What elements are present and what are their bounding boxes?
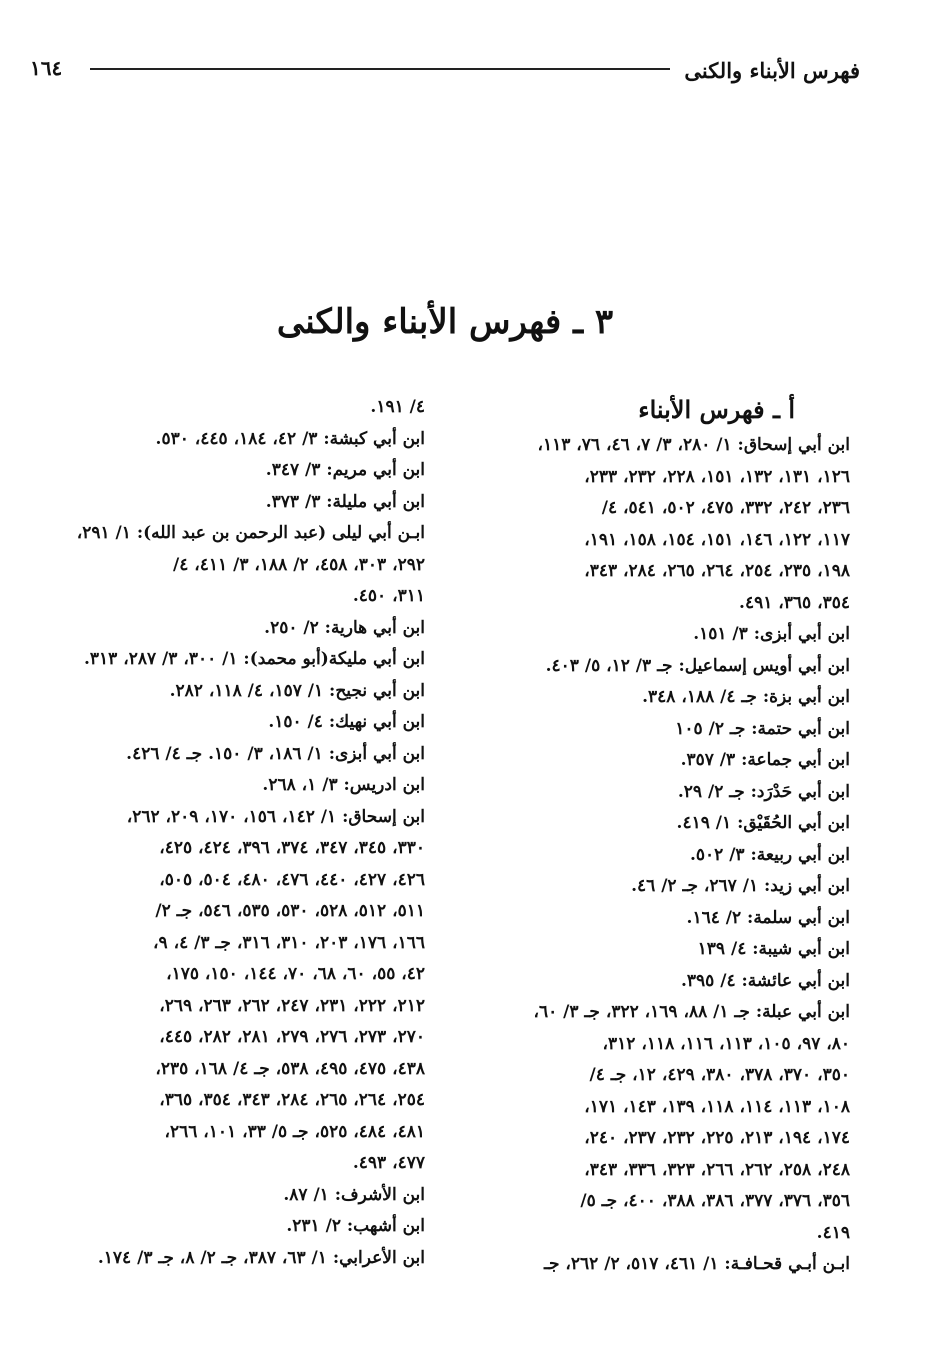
index-entry-line: ابن أبي ربيعة: ٣/ ٥٠٢. — [689, 844, 850, 865]
index-entry — [30, 613, 425, 645]
index-entry-line: ٤٢، ٥٥، ٦٠، ٦٨، ٧٠، ١٤٤، ١٥٠، ١٧٥، — [166, 964, 425, 984]
index-entry-line: ٤/ ١٩١. — [370, 397, 425, 417]
index-entry-line: ابن أبي سلمة: ٢/ ١٦٤. — [686, 907, 850, 928]
index-entry — [460, 840, 850, 872]
index-entry — [30, 739, 425, 771]
index-entry-line: ٣٣٠، ٣٤٥، ٣٤٧، ٣٧٤، ٣٩٦، ٤٢٤، ٤٢٥، — [159, 838, 425, 858]
index-entry-line: ٢٥٤، ٢٦٤، ٢٦٥، ٢٨٤، ٣٤٣، ٣٥٤، ٣٦٥، — [159, 1090, 425, 1110]
index-entry-line: ١٠٨، ١١٣، ١١٤، ١١٨، ١٣٩، ١٤٣، ١٧١، — [584, 1096, 850, 1117]
index-entry — [460, 651, 850, 683]
index-entry-line: ٥١١، ٥١٢، ٥٢٨، ٥٣٠، ٥٣٥، ٥٤٦، جـ ٢/ — [155, 901, 425, 921]
index-entry-line: ٤١٩. — [816, 1222, 850, 1243]
index-entry-line: ٢٩٢، ٣٠٣، ٤٥٨، ٢/ ١٨٨، ٣/ ٤١١، ٤/ — [173, 554, 425, 575]
index-entry — [460, 966, 850, 998]
index-entry-line: ١٢٦، ١٣١، ١٣٢، ١٥١، ٢٢٨، ٢٣٢، ٢٣٣، — [584, 466, 850, 487]
index-entry-line: ٢١٢، ٢٢٢، ٢٣١، ٢٤٧، ٢٦٢، ٢٦٣، ٢٦٩، — [159, 995, 425, 1016]
index-entry — [460, 714, 850, 746]
index-entry — [30, 455, 425, 487]
index-entry-line: ٢٣٦، ٢٤٢، ٣٣٢، ٤٧٥، ٥٠٢، ٥٤١، ٤/ — [601, 498, 850, 518]
index-entry-line: ابن أبي زيد: ١/ ٢٦٧، جـ ٢/ ٤٦. — [631, 876, 850, 896]
index-entry-line: ابن أبي مريم: ٣/ ٣٤٧. — [265, 460, 425, 480]
index-entry-line: ابن إسحاق: ١/ ١٤٢، ١٥٦، ١٧٠، ٢٠٩، ٢٦٢، — [126, 806, 425, 827]
index-entry-line: ابن أشهب: ٢/ ٢٣١. — [286, 1216, 425, 1236]
index-entry-line: ابن أبي الحُقَيْق: ١/ ٤١٩. — [676, 813, 850, 833]
index-entry — [460, 903, 850, 935]
index-entry-line: ٤٨١، ٤٨٤، ٥٢٥، جـ ٥/ ٣٣، ١٠١، ٢٦٦، — [164, 1121, 425, 1142]
index-entry — [30, 392, 425, 424]
index-entry-line: ابن أبي كبشة: ٣/ ٤٢، ١٨٤، ٤٤٥، ٥٣٠. — [155, 428, 425, 449]
header-rule — [90, 68, 670, 70]
index-entry-line: ابن أبي أبزى: ١/ ١٨٦، ٣/ ١٥٠. جـ ٤/ ٤٢٦. — [126, 743, 425, 764]
index-entry — [30, 770, 425, 802]
page-number: ١٦٤ — [30, 56, 63, 80]
index-entry-line: ابن أبي إسحاق: ١/ ٢٨٠، ٣/ ٧، ٤٦، ٧٦، ١١٣، — [537, 435, 850, 455]
index-entry-line: ٤٣٨، ٤٧٥، ٤٩٥، ٥٣٨، جـ ٤/ ١٦٨، ٢٣٥، — [155, 1058, 425, 1079]
index-entry — [30, 676, 425, 708]
index-entry — [30, 1180, 425, 1212]
running-header-title: فهرس الأبناء والكنى — [684, 58, 860, 83]
index-entry-line: ١٧٤، ١٩٤، ٢١٣، ٢٢٥، ٢٣٢، ٢٣٧، ٢٤٠، — [584, 1128, 850, 1148]
index-entry-line: ابن أبي أويس إسماعيل: جـ ٣/ ١٢، ٥/ ٤٠٣. — [545, 655, 850, 676]
index-entry-line: ٢٧٠، ٢٧٣، ٢٧٦، ٢٧٩، ٢٨١، ٢٨٢، ٤٤٥، — [159, 1027, 425, 1047]
index-entry-line: ابن أبي عائشة: ٤/ ٣٩٥. — [681, 970, 850, 991]
index-entry-line: ٤٧٧، ٤٩٣. — [352, 1153, 425, 1173]
index-entry — [30, 424, 425, 456]
index-entry-line: ٨٠، ٩٧، ١٠٥، ١١٣، ١١٦، ١١٨، ٣١٢، — [602, 1033, 850, 1054]
index-entry-line: ابن الأعرابي: ١/ ٦٣، ٣٨٧، جـ ٢/ ٨، جـ ٣/ ١٧٤. — [97, 1247, 425, 1268]
left-column — [30, 392, 425, 1274]
running-header — [30, 56, 860, 90]
index-entry — [30, 802, 425, 1180]
index-entry — [30, 1211, 425, 1243]
index-entry-line: ابـن أبـي قحـافـة: ١/ ٤٦١، ٥١٧، ٢/ ٢٦٢، جـ — [544, 1254, 850, 1274]
index-entry — [460, 934, 850, 966]
index-entry-line: ابن الأشرف: ١/ ٨٧. — [283, 1184, 425, 1205]
index-entry — [460, 871, 850, 903]
index-entry — [460, 997, 850, 1249]
index-entry — [460, 682, 850, 714]
index-entry — [460, 808, 850, 840]
index-entry — [460, 430, 850, 619]
right-column — [460, 392, 850, 1281]
index-entry-line: ابـن أبي ليلى (عبد الرحمن بن عبد الله): ١/ ٢٩١، — [76, 523, 425, 543]
index-entry-line: ابن أبي نهيك: ٤/ ١٥٠. — [268, 712, 425, 732]
index-entry — [460, 777, 850, 809]
index-entry-line: ١١٧، ١٢٢، ١٤٦، ١٥١، ١٥٤، ١٥٨، ١٩١، — [584, 529, 850, 550]
left-column-entries — [30, 392, 425, 1274]
index-entry — [30, 707, 425, 739]
index-entry — [30, 518, 425, 613]
index-entry — [30, 644, 425, 676]
section-title: أ ـ فهرس الأبناء — [638, 395, 795, 424]
index-entry-line: ابن أبي هارية: ٢/ ٢٥٠. — [264, 617, 425, 638]
index-entry — [30, 487, 425, 519]
index-entry — [30, 1243, 425, 1275]
index-entry-line: ابن أبي مليكة(أبو محمد): ١/ ٣٠٠، ٣/ ٢٨٧، ٣١٣. — [83, 649, 425, 669]
index-entry-line: ٣٥٦، ٣٧٦، ٣٧٧، ٣٨٦، ٣٨٨، ٤٠٠، جـ ٥/ — [580, 1191, 850, 1211]
right-column-entries — [460, 430, 850, 1281]
index-entry-line: ابن ادريس: ٣/ ١، ٢٦٨. — [262, 775, 425, 795]
index-entry-line: ١٩٨، ٢٣٥، ٢٥٤، ٢٦٤، ٢٦٥، ٢٨٤، ٣٤٣، — [584, 561, 850, 581]
index-entry-line: ٣٥٠، ٣٧٠، ٣٧٨، ٣٨٠، ٤٢٩، ١٢، جـ ٤/ — [589, 1065, 850, 1085]
index-entry — [460, 619, 850, 651]
index-entry-line: ٤٢٦، ٤٢٧، ٤٤٠، ٤٧٦، ٤٨٠، ٥٠٤، ٥٠٥، — [159, 869, 425, 890]
index-entry-line: ابن أبي بزة: جـ ٤/ ١٨٨، ٣٤٨. — [642, 687, 850, 707]
index-entry-line: ٣٥٤، ٣٦٥، ٤٩١. — [739, 592, 850, 613]
index-entry-line: ابن أبي مليلة: ٣/ ٣٧٣. — [265, 491, 425, 512]
index-entry-line: ابن أبي عبلة: جـ ١/ ٨٨، ١٦٩، ٣٢٢، جـ ٣/ ٦٠، — [533, 1002, 850, 1022]
chapter-title: ٣ ـ فهرس الأبناء والكنى — [276, 302, 614, 342]
index-entry-line: ٢٤٨، ٢٥٨، ٢٦٢، ٢٦٦، ٣٢٣، ٣٣٦، ٣٤٣، — [584, 1159, 850, 1180]
index-entry-line: ابن أبي أبزى: ٣/ ١٥١. — [693, 624, 850, 644]
index-entry-line: ابن أبي جماعة: ٣/ ٣٥٧. — [680, 750, 850, 770]
index-entry-line: ابن أبي حَدْرَد: جـ ٢/ ٢٩. — [677, 781, 850, 802]
index-entry-line: ابن أبي شيبة: ٤/ ١٣٩ — [697, 939, 850, 959]
index-entry-line: ابن أبي نجيح: ١/ ١٥٧، ٤/ ١١٨، ٢٨٢. — [169, 680, 425, 701]
index-entry-line: ابن أبي حتمة: جـ ٢/ ١٠٥ — [675, 718, 850, 739]
index-entry — [460, 1249, 850, 1281]
index-entry-line: ٣١١، ٤٥٠. — [352, 586, 425, 606]
index-entry — [460, 745, 850, 777]
index-entry-line: ١٦٦، ١٧٦، ٢٠٣، ٣١٠، ٣١٦، جـ ٣/ ٤، ٩، — [153, 932, 425, 953]
